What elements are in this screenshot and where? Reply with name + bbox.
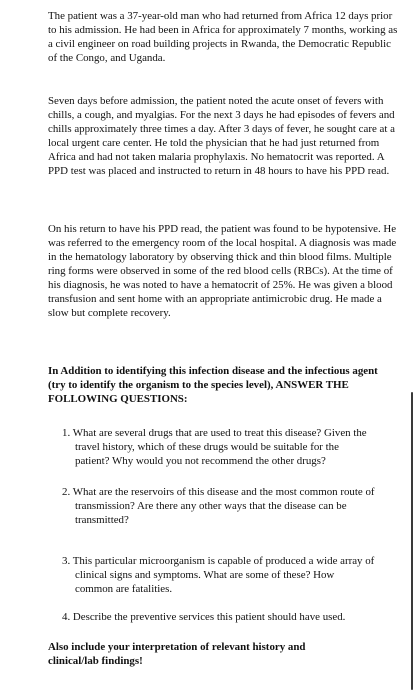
case-paragraph-3: On his return to have his PPD read, the patient was found to be hypotensive. He was referred to the emergency room of the local hospital. A diagnosis was made in the hematology laboratory by observing thick and thin blood films. Multiple ring forms were observed in some of the red blood cells (RBCs). At the time of his diagnosis, he was noted to have a hematocrit of 25%. He was given a blood transfusion and sent home with an appropriate antimicrobic drug. He made a slow but complete recovery. bbox=[48, 223, 397, 319]
case-paragraph-2: Seven days before admission, the patient noted the acute onset of fevers with chills, a cough, and myalgias. For the next 3 days he had episodes of fevers and chills approximately three times a day. After 3 days of fever, he sought care at a local urgent care center. He told the physician that he had just returned from Africa and had not taken malaria prophylaxis. No hematocrit was reported. A PPD test was placed and instructed to return in 48 hours to have his PPD read. bbox=[48, 95, 395, 177]
case-paragraph-1: The patient was a 37-year-old man who had returned from Africa 12 days prior to his admission. He had been in Africa for approximately 7 months, working as a civil engineer on road building projects in Rwanda, the Democratic Republic of the Congo, and Uganda. bbox=[48, 10, 398, 64]
scrollbar-thumb[interactable] bbox=[411, 392, 413, 690]
question-item-1: 1. What are several drugs that are used to treat this disease? Given the travel history, which of these drugs would be suitable for the patient? Why would you not recommend the other drugs? bbox=[62, 427, 367, 467]
closing-instruction: Also include your interpretation of relevant history and clinical/lab findings! bbox=[48, 641, 306, 667]
question-item-4: 4. Describe the preventive services this patient should have used. bbox=[62, 611, 346, 623]
question-item-3: 3. This particular microorganism is capable of produced a wide array of clinical signs and symptoms. What are some of these? How common are fatalities. bbox=[62, 555, 375, 595]
instructions-heading: In Addition to identifying this infection disease and the infectious agent (try to identify the organism to the species level), ANSWER THE FOLLOWING QUESTIONS: bbox=[48, 365, 378, 405]
question-item-2: 2. What are the reservoirs of this disease and the most common route of transmission? Are there any other ways that the disease can be transmitted? bbox=[62, 486, 375, 526]
